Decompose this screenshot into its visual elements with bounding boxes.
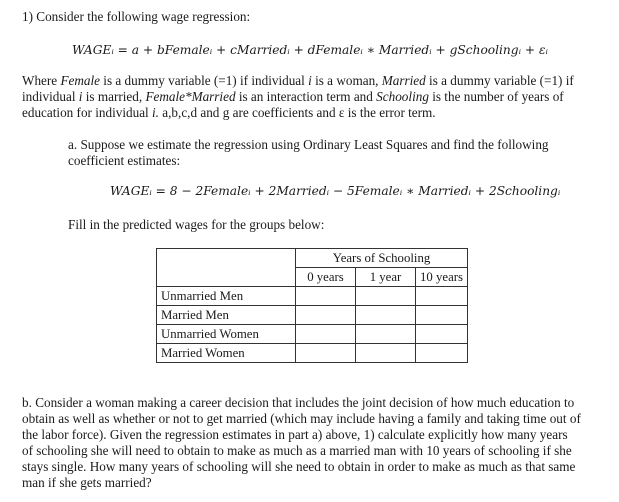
description-line-1 [22, 73, 612, 89]
text: a,b,c,d and g are coefficients and ε is the error term. [158, 105, 436, 120]
answer-cell[interactable] [296, 306, 356, 325]
variable-description [22, 73, 612, 121]
column-header-0-years: 0 years [296, 268, 356, 287]
text: is an interaction term and [235, 89, 377, 104]
term-schooling: Schooling [376, 89, 429, 104]
part-b-line: stays single. How many years of schooling will she need to obtain in order to make as much as that same [22, 459, 576, 474]
answer-cell[interactable] [296, 344, 356, 363]
row-label-unmarried-women: Unmarried Women [157, 325, 296, 344]
part-b-line: man if she gets married? [22, 475, 152, 490]
description-line-3 [22, 105, 612, 121]
table-instruction: Fill in the predicted wages for the groups below: [68, 217, 325, 232]
part-b-line: the labor force). Given the regression estimates in part a) above, 1) calculate explicitly how many years [22, 427, 568, 442]
row-label-unmarried-men: Unmarried Men [157, 287, 296, 306]
regression-equation: WAGEᵢ = a + bFemaleᵢ + cMarriedᵢ + dFemaleᵢ ∗ Marriedᵢ + gSchoolingᵢ + εᵢ [72, 43, 548, 57]
text: education for individual [22, 105, 153, 120]
term-i: i. [152, 105, 159, 120]
text: is married, [82, 89, 146, 104]
row-label-married-men: Married Men [157, 306, 296, 325]
part-a-prompt-line-1: a. Suppose we estimate the regression using Ordinary Least Squares and find the following [68, 137, 549, 152]
answer-cell[interactable] [356, 306, 416, 325]
text: is a woman, [311, 73, 382, 88]
answer-cell[interactable] [356, 344, 416, 363]
part-a-prompt-line-2: coefficient estimates: [68, 153, 181, 168]
estimated-equation: WAGEᵢ = 8 − 2Femaleᵢ + 2Marriedᵢ − 5Femaleᵢ ∗ Marriedᵢ + 2Schoolingᵢ [110, 184, 561, 198]
answer-cell[interactable] [416, 287, 468, 306]
text: is the number of years of [428, 89, 564, 104]
term-i: i [78, 89, 83, 104]
answer-cell[interactable] [296, 325, 356, 344]
row-label-married-women: Married Women [157, 344, 296, 363]
question-heading: 1) Consider the following wage regression: [22, 9, 251, 24]
answer-cell[interactable] [356, 287, 416, 306]
text: is a dummy variable (=1) if individual [99, 73, 309, 88]
table-row [157, 325, 468, 344]
part-b-line: obtain as well as whether or not to get married (which may include having a family and taking time out of [22, 411, 581, 426]
term-female-married: Female*Married [145, 89, 236, 104]
table-corner-cell [157, 249, 296, 287]
answer-cell[interactable] [416, 306, 468, 325]
predicted-wage-table [156, 248, 468, 363]
answer-cell[interactable] [356, 325, 416, 344]
answer-cell[interactable] [296, 287, 356, 306]
term-married: Married [381, 73, 426, 88]
text: individual [22, 89, 79, 104]
answer-cell[interactable] [416, 344, 468, 363]
part-b-question [22, 395, 581, 491]
table-row [157, 344, 468, 363]
table-row [157, 306, 468, 325]
part-b-line: b. Consider a woman making a career decision that includes the joint decision of how much education to [22, 395, 575, 410]
column-header-10-years: 10 years [416, 268, 468, 287]
answer-cell[interactable] [416, 325, 468, 344]
column-header-1-year: 1 year [356, 268, 416, 287]
table-row [157, 287, 468, 306]
description-line-2 [22, 89, 612, 105]
part-b-line: of schooling she will need to obtain to make as much as a married man with 10 years of schooling if she [22, 443, 572, 458]
term-female: Female [60, 73, 100, 88]
text: Where [22, 73, 61, 88]
text: is a dummy variable (=1) if [425, 73, 574, 88]
term-i: i [308, 73, 312, 88]
table-header-row [157, 249, 468, 268]
years-of-schooling-header: Years of Schooling [296, 249, 468, 268]
